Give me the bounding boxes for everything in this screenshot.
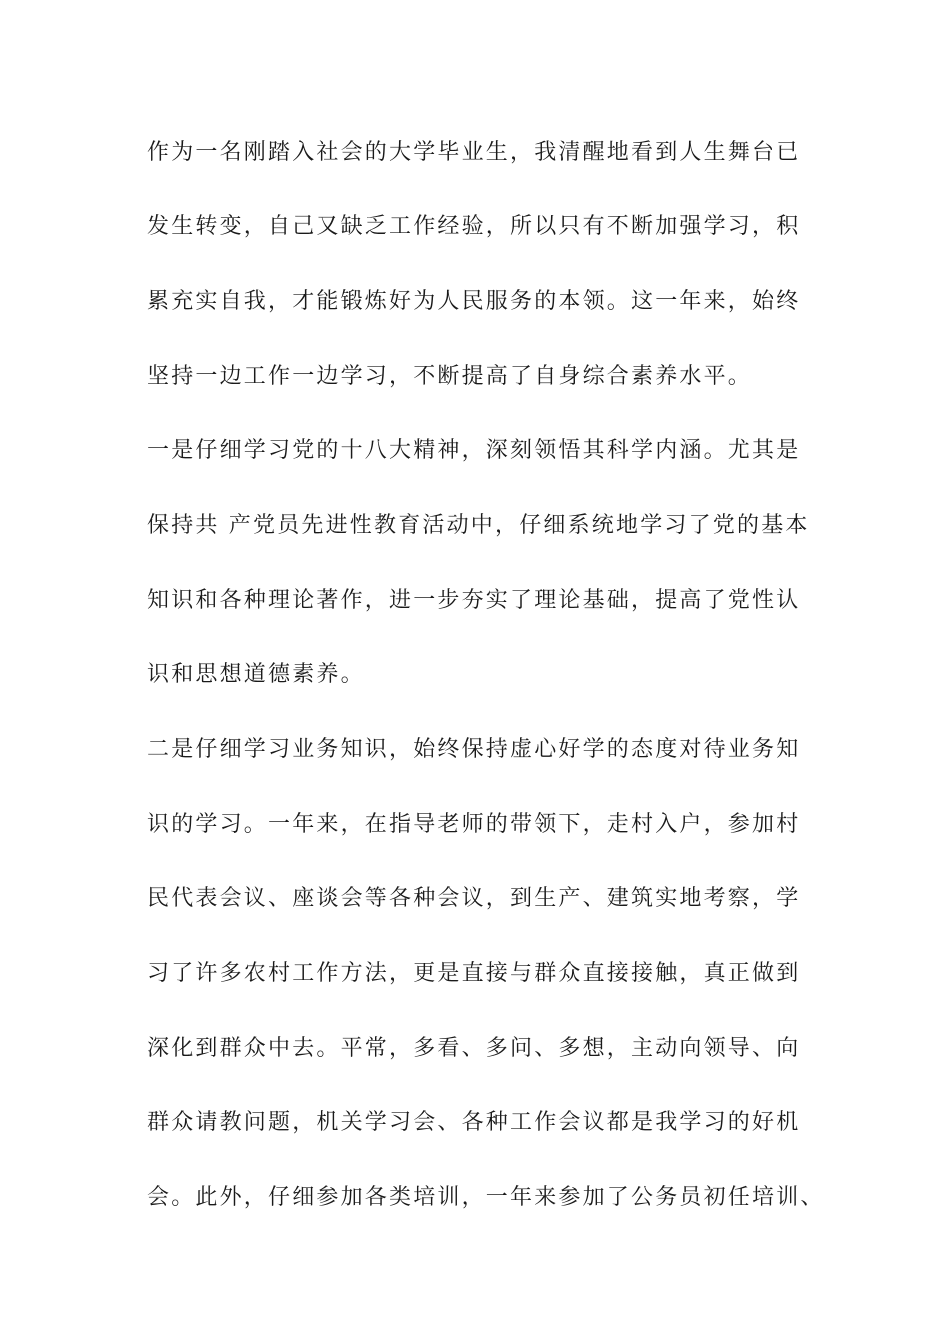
text-line: 坚持一边工作一边学习，不断提高了自身综合素养水平。 xyxy=(147,364,753,389)
text-line: 累充实自我，才能锻炼好为人民服务的本领。这一年来，始终 xyxy=(147,289,801,314)
text-line: 识和思想道德素养。 xyxy=(147,662,365,687)
text-line: 作为一名刚踏入社会的大学毕业生，我清醒地看到人生舞台已 xyxy=(147,140,801,165)
text-line: 一是仔细学习党的十八大精神，深刻领悟其科学内涵。尤其是 xyxy=(147,438,801,463)
text-line: 知识和各种理论著作，进一步夯实了理论基础，提高了党性认 xyxy=(147,588,801,613)
text-line: 识的学习。一年来，在指导老师的带领下，走村入户，参加村 xyxy=(147,812,801,837)
text-line: 群众请教问题，机关学习会、各种工作会议都是我学习的好机 xyxy=(147,1110,801,1135)
text-line: 保持共 产党员先进性教育活动中，仔细系统地学习了党的基本 xyxy=(147,513,810,538)
text-line: 民代表会议、座谈会等各种会议，到生产、建筑实地考察，学 xyxy=(147,886,801,911)
text-line: 发生转变，自己又缺乏工作经验，所以只有不断加强学习，积 xyxy=(147,214,801,239)
text-line: 深化到群众中去。平常，多看、多问、多想，主动向领导、向 xyxy=(147,1036,801,1061)
text-line: 会。此外，仔细参加各类培训，一年来参加了公务员初任培训、 xyxy=(147,1185,825,1210)
text-line: 习了许多农村工作方法，更是直接与群众直接接触，真正做到 xyxy=(147,961,801,986)
text-line: 二是仔细学习业务知识，始终保持虚心好学的态度对待业务知 xyxy=(147,737,801,762)
